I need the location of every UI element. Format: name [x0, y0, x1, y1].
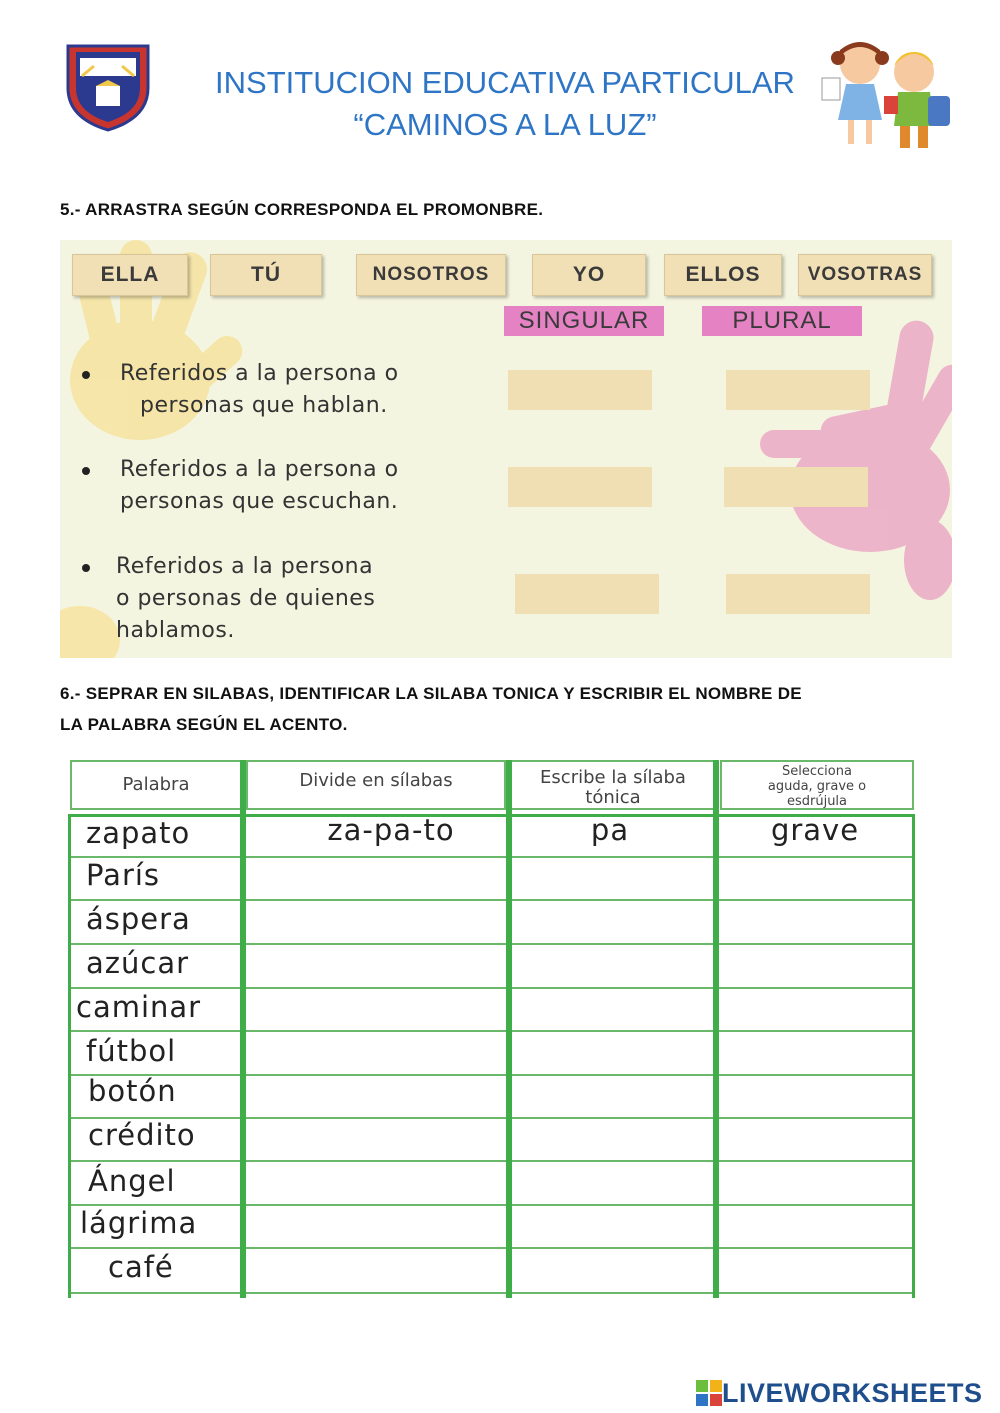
word-cell: fútbol: [86, 1034, 177, 1068]
row-speakers-line2: personas que hablan.: [140, 393, 388, 418]
tonic-input[interactable]: [516, 1121, 712, 1159]
row-divider: [70, 1247, 914, 1249]
syllables-input[interactable]: [250, 1034, 506, 1072]
accent-type-input[interactable]: [722, 860, 912, 898]
liveworksheets-icon: [696, 1380, 722, 1406]
syllables-input[interactable]: [250, 860, 506, 898]
accent-type-input[interactable]: [722, 1164, 912, 1202]
school-name-line1: INSTITUCION EDUCATIVA PARTICULAR: [215, 65, 795, 100]
row-speakers-line1: Referidos a la persona o: [120, 361, 399, 386]
bullet-dot: [82, 371, 90, 379]
tonic-input[interactable]: [516, 903, 712, 941]
column-divider: [713, 760, 719, 1298]
header-type-line2: aguda, grave o: [767, 779, 867, 794]
drop-speakers-singular[interactable]: [508, 370, 652, 410]
pronoun-chip-tu[interactable]: TÚ: [210, 254, 322, 296]
accent-type-input[interactable]: [722, 1208, 912, 1246]
row-divider: [70, 899, 914, 901]
syllables-input[interactable]: [250, 1164, 506, 1202]
header-tonic: [510, 760, 716, 810]
exercise5-instruction: 5.- ARRASTRA SEGÚN CORRESPONDA EL PROMONBRE.: [60, 200, 544, 219]
tonic-input[interactable]: [516, 1034, 712, 1072]
accent-type-input[interactable]: [722, 1251, 912, 1291]
row-listeners-line2: personas que escuchan.: [120, 489, 399, 514]
word-cell: París: [86, 858, 161, 892]
example-tonic: pa: [590, 813, 630, 847]
pronoun-chip-nosotros[interactable]: NOSOTROS: [356, 254, 506, 296]
pronoun-chip-ella[interactable]: ELLA: [72, 254, 188, 296]
header-word: Palabra: [70, 760, 242, 810]
row-divider: [70, 1117, 914, 1119]
column-divider: [68, 814, 71, 1298]
word-cell: lágrima: [80, 1206, 198, 1240]
example-syllables: za-pa-to: [327, 813, 455, 847]
row-third-line3: hablamos.: [116, 618, 235, 643]
exercise6-instruction-line1: 6.- SEPRAR EN SILABAS, IDENTIFICAR LA SILABA TONICA Y ESCRIBIR EL NOMBRE DE: [60, 684, 802, 703]
accent-type-input[interactable]: [722, 1078, 912, 1116]
header-type: [720, 760, 914, 810]
liveworksheets-brand: LIVEWORKSHEETS: [722, 1377, 983, 1408]
row-speakers: [82, 358, 482, 422]
kids-illustration: [818, 36, 956, 154]
word-cell: Ángel: [88, 1164, 176, 1198]
word-cell: botón: [88, 1074, 177, 1108]
tonic-input[interactable]: [516, 860, 712, 898]
word-cell: azúcar: [86, 946, 190, 980]
pronoun-chip-vosotras[interactable]: VOSOTRAS: [798, 254, 932, 296]
exercise6-instruction-line2: LA PALABRA SEGÚN EL ACENTO.: [60, 715, 348, 734]
example-type: grave: [770, 813, 860, 847]
syllables-input[interactable]: [250, 903, 506, 941]
row-divider: [70, 987, 914, 989]
liveworksheets-logo: [696, 1375, 983, 1411]
tonic-input[interactable]: [516, 947, 712, 985]
syllables-input[interactable]: [250, 1208, 506, 1246]
school-name-line2: “CAMINOS A LA LUZ”: [353, 107, 657, 142]
exercise5-panel: [60, 240, 952, 658]
plural-label: PLURAL: [702, 306, 862, 336]
bullet-dot: [82, 467, 90, 475]
word-cell: zapato: [86, 816, 191, 850]
pronoun-chip-yo[interactable]: YO: [532, 254, 646, 296]
row-divider: [70, 1292, 914, 1294]
accent-type-input[interactable]: [722, 991, 912, 1029]
row-listeners: [82, 454, 482, 518]
tonic-input[interactable]: [516, 1251, 712, 1291]
row-third-line2: o personas de quienes: [116, 586, 376, 611]
row-divider: [70, 943, 914, 945]
word-cell: café: [108, 1250, 174, 1284]
accent-type-input[interactable]: [722, 903, 912, 941]
syllables-input[interactable]: [250, 1251, 506, 1291]
word-cell: crédito: [88, 1118, 196, 1152]
drop-third-plural[interactable]: [726, 574, 870, 614]
school-logo: [60, 36, 156, 132]
syllables-input[interactable]: [250, 1078, 506, 1116]
column-divider: [912, 814, 915, 1298]
row-divider: [70, 1160, 914, 1162]
drop-listeners-singular[interactable]: [508, 467, 652, 507]
drop-speakers-plural[interactable]: [726, 370, 870, 410]
drop-third-singular[interactable]: [515, 574, 659, 614]
tonic-input[interactable]: [516, 1208, 712, 1246]
pronoun-chip-ellos[interactable]: ELLOS: [664, 254, 782, 296]
syllables-input[interactable]: [250, 1121, 506, 1159]
row-listeners-line1: Referidos a la persona o: [120, 457, 399, 482]
syllables-input[interactable]: [250, 991, 506, 1029]
drop-listeners-plural[interactable]: [724, 467, 868, 507]
syllables-input[interactable]: [250, 947, 506, 985]
accent-type-input[interactable]: [722, 1121, 912, 1159]
header-tonic-line2: tónica: [585, 787, 641, 808]
tonic-input[interactable]: [516, 1164, 712, 1202]
accent-type-input[interactable]: [722, 947, 912, 985]
singular-label: SINGULAR: [504, 306, 664, 336]
word-cell: áspera: [86, 902, 191, 936]
bullet-dot: [82, 564, 90, 572]
word-cell: caminar: [76, 990, 202, 1024]
row-third-line1: Referidos a la persona: [116, 554, 374, 579]
header-type-line3: esdrújula: [786, 794, 848, 809]
accent-type-input[interactable]: [722, 1034, 912, 1072]
row-third-person: [82, 551, 482, 647]
header-tonic-line1: Escribe la sílaba: [540, 767, 686, 788]
header-syllables: Divide en sílabas: [246, 760, 506, 810]
row-divider: [70, 1030, 914, 1032]
header-type-line1: Selecciona: [782, 764, 852, 779]
tonic-input[interactable]: [516, 991, 712, 1029]
row-divider: [70, 1074, 914, 1076]
row-divider: [70, 856, 914, 858]
tonic-input[interactable]: [516, 1078, 712, 1116]
school-name: [200, 62, 810, 146]
